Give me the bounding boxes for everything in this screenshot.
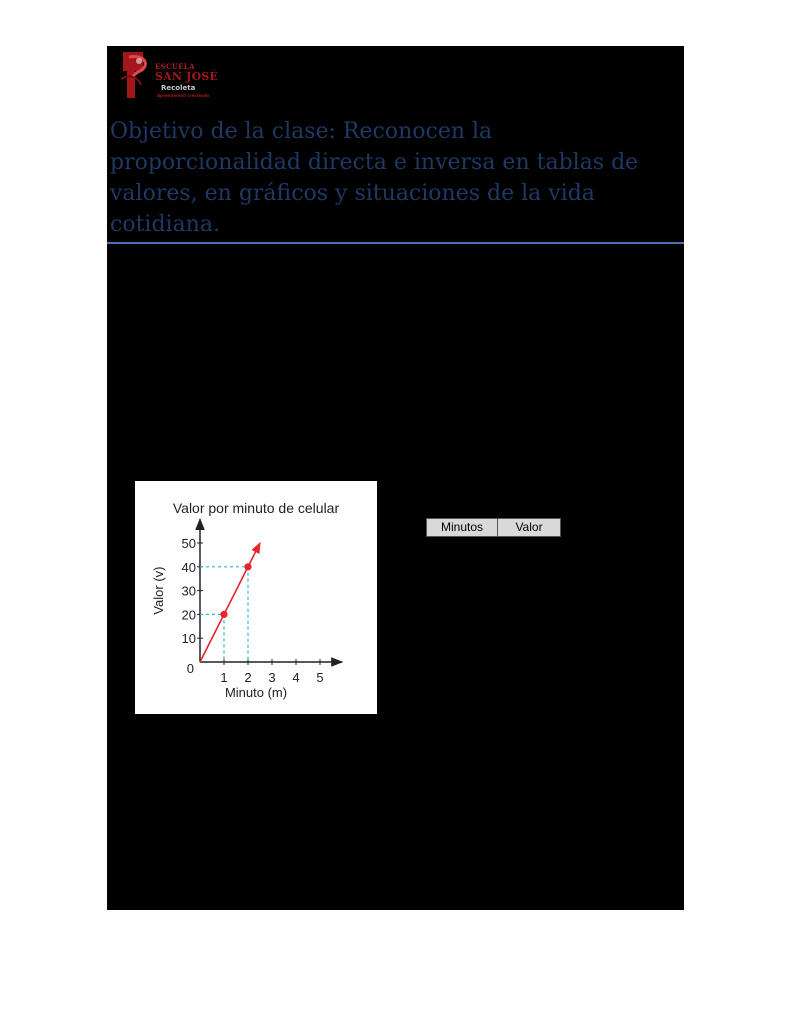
x-tick-label-3: 3	[268, 670, 276, 685]
y-tick-label-20: 20	[181, 607, 196, 623]
chart-svg	[135, 481, 377, 714]
values-table-header	[426, 518, 561, 537]
logo-tagline: Aprendiendo creciendo	[157, 93, 210, 98]
table-header-minutos: Minutos	[427, 519, 498, 536]
x-axis-label: Minuto (m)	[224, 685, 288, 700]
x-tick-label-2: 2	[244, 670, 252, 685]
chart-panel	[135, 481, 377, 714]
document-sheet	[107, 46, 684, 910]
y-tick-label-40: 40	[181, 559, 196, 575]
x-tick-label-4: 4	[292, 670, 300, 685]
origin-label: 0	[186, 661, 194, 676]
y-tick-label-30: 30	[181, 583, 196, 599]
series-0-segment-0	[200, 543, 260, 662]
title-divider	[107, 242, 684, 244]
data-point-1	[244, 563, 251, 570]
page-title: Objetivo de la clase: Reconocen la proporcionalidad directa e inversa en tablas de valores, en gráficos y situaciones de la vida cotidiana.	[110, 119, 639, 237]
chart-title: Valor por minuto de celular	[172, 500, 340, 516]
logo-line-san-jose: SAN JOSÉ	[155, 70, 219, 83]
table-header-valor: Valor	[498, 519, 560, 536]
y-axis-label: Valor (v)	[151, 566, 166, 615]
data-point-0	[220, 611, 227, 618]
x-tick-label-5: 5	[316, 670, 324, 685]
logo-line-escuela: ESCUELA	[155, 62, 195, 71]
school-crest-icon	[117, 49, 157, 101]
y-tick-label-50: 50	[181, 536, 196, 551]
logo-line-recoleta: Recoleta	[161, 84, 196, 92]
school-logo	[117, 49, 229, 101]
y-tick-label-10: 10	[181, 631, 196, 647]
x-tick-label-1: 1	[220, 670, 228, 685]
